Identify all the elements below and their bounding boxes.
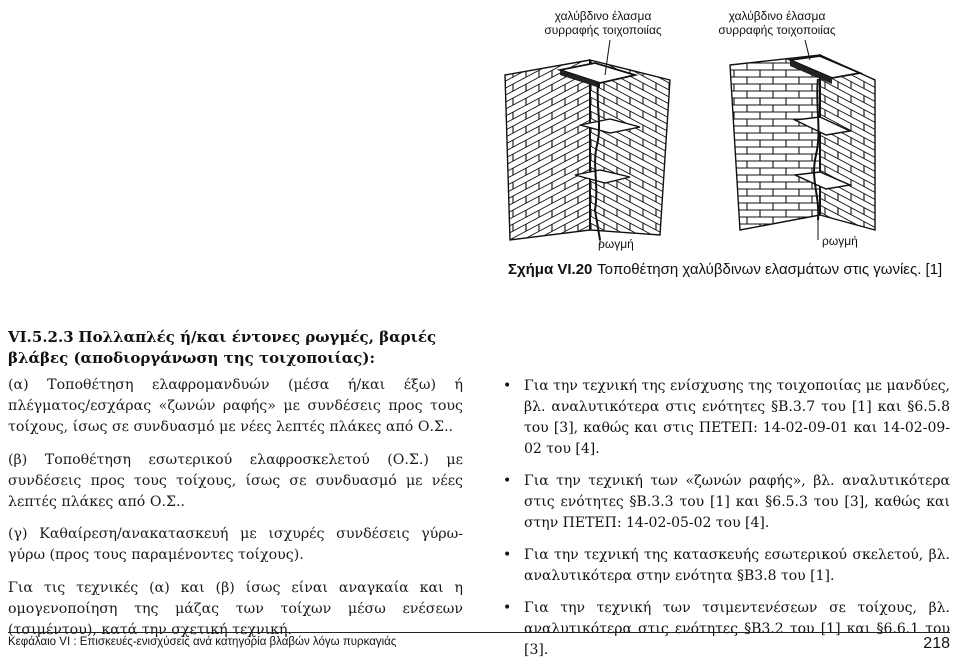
- paragraph-c: (γ) Καθαίρεση/ανακατασκευή με ισχυρές συνδέσεις γύρω-γύρω (προς τους παραμένοντες τοίχους).: [8, 526, 463, 564]
- section-title: Πολλαπλές ή/και έντονες ρωγμές, βαριές βλάβες (αποδιοργάνωση της τοιχοποιίας):: [8, 328, 437, 367]
- section-number: VI.5.2.3: [8, 328, 74, 346]
- section-heading: [8, 327, 466, 369]
- inner-corner-wall: [730, 55, 875, 230]
- crack-label-left: ρωγμή: [598, 237, 634, 251]
- figure-label-left: χαλύβδινο έλασμα συρραφής τοιχοποιίας: [544, 9, 662, 37]
- crack-label-right: ρωγμή: [822, 234, 858, 248]
- references-list: [498, 376, 950, 672]
- paragraph-note: Για τις τεχνικές (α) και (β) ίσως είναι αναγκαία και η ομογενοποίηση της μάζας των τοίχων μέσω ενέσεων (τσιμέντου), κατά την σχετική τεχνική.: [8, 579, 463, 639]
- paragraph-a: (α) Τοποθέτηση ελαφρομανδυών (μέσα ή/και έξω) ή πλέγματος/εσχάρας «ζωνών ραφής» με συνδέσεις προς τους τοίχους, ίσως σε συνδυασμό με νέες λεπτές πλάκες από Ο.Σ..: [8, 377, 463, 436]
- list-item: [498, 545, 950, 587]
- figure-caption-text: Τοποθέτηση χαλύβδινων ελασμάτων στις γωνίες. [1]: [597, 261, 943, 278]
- paragraph-b: (β) Τοποθέτηση εσωτερικού ελαφροσκελετού (Ο.Σ.) με συνδέσεις προς τους τοίχους, ίσως σε συνδυασμό με νέες λεπτές πλάκες από Ο.Σ..: [8, 451, 463, 511]
- outer-corner-wall: [505, 60, 670, 240]
- bullet-icon: •: [503, 378, 512, 394]
- section-body: [8, 375, 463, 652]
- list-item: [498, 471, 950, 534]
- list-item-text: Για την τεχνική της κατασκευής εσωτερικού σκελετού, βλ. αναλυτικότερα στην ενότητα §Β3.8 του [1].: [524, 547, 950, 584]
- masonry-corner-drawing: [500, 35, 880, 245]
- bullet-icon: •: [503, 600, 512, 616]
- footer-divider: [8, 632, 950, 633]
- list-item: [498, 376, 950, 460]
- bullet-icon: •: [503, 473, 512, 489]
- list-item: [498, 598, 950, 661]
- page-number: 218: [923, 635, 950, 652]
- figure-caption-number: Σχήμα VI.20: [508, 261, 593, 278]
- figure-label-right: χαλύβδινο έλασμα συρραφής τοιχοποιίας: [718, 9, 836, 37]
- figure-caption: [508, 258, 950, 281]
- bullet-icon: •: [503, 547, 512, 563]
- list-item-text: Για την τεχνική των τσιμεντενέσεων σε τοίχους, βλ. αναλυτικότερα στις ενότητες §Β3.2 του [1] και §6.6.1 του [3].: [524, 600, 950, 658]
- list-item-text: Για την τεχνική της ενίσχυσης της τοιχοποιίας με μανδύες, βλ. αναλυτικότερα στις ενότητες §Β.3.7 του [1] και §6.5.8 του [3], καθώς και στις ΠΕΤΕΠ: 14-02-09-01 και 14-02-09-02 του [4].: [524, 378, 950, 457]
- list-item-text: Για την τεχνική των «ζωνών ραφής», βλ. αναλυτικότερα στις ενότητες §Β.3.3 του [1] και §6.5.3 του [3], καθώς και στην ΠΕΤΕΠ: 14-02-05-02 του [4].: [524, 473, 950, 531]
- footer-chapter: Κεφάλαιο VI : Επισκευές-ενισχύσεις ανά κατηγορία βλαβών λόγω πυρκαγιάς: [8, 636, 397, 648]
